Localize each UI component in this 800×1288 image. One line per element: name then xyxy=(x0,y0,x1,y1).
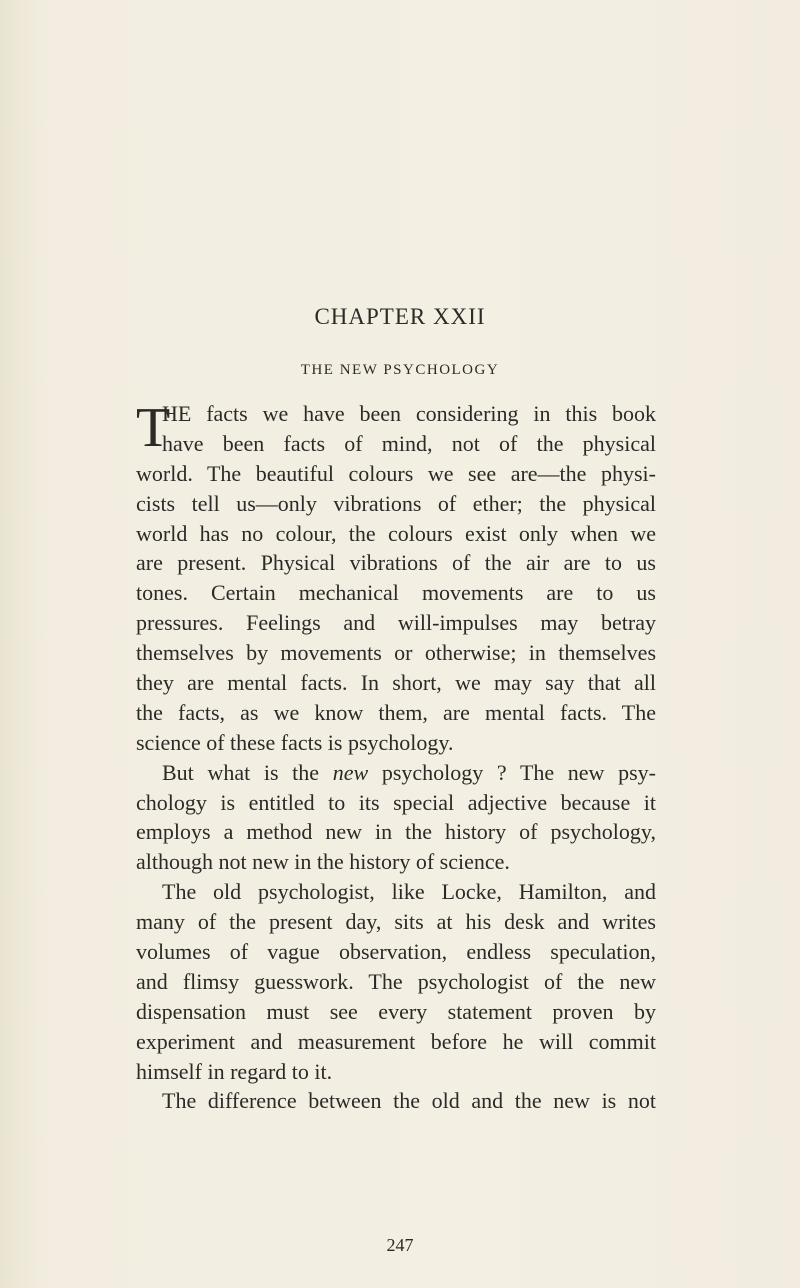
body-text xyxy=(136,399,656,1116)
drop-cap: T xyxy=(136,397,171,459)
text-line: tones. Certain mechanical movements are to us xyxy=(136,580,656,606)
text-line: cists tell us—only vibrations of ether; the physical xyxy=(136,490,656,516)
text-line: the facts, as we know them, are mental facts. The xyxy=(136,699,656,725)
text-line xyxy=(136,758,656,788)
first-paragraph-opening xyxy=(136,399,656,459)
text-line: themselves by movements or otherwise; in themselves xyxy=(136,640,656,666)
page-number: 247 xyxy=(386,1235,414,1255)
text-line: world has no colour, the colours exist only when we xyxy=(136,520,656,546)
text-line: employs a method new in the history of psychology, xyxy=(136,819,656,845)
text-fragment: psychology ? The new psy- xyxy=(381,759,656,785)
text-line: they are mental facts. In short, we may say that all xyxy=(136,670,656,696)
text-line: chology is entitled to its special adjective because it xyxy=(136,789,656,815)
text-line: experiment and measurement before he will commit xyxy=(136,1028,656,1054)
text-line: have been facts of mind, not of the physical xyxy=(162,430,656,456)
text-line: world. The beautiful colours we see are—the physi- xyxy=(136,460,656,486)
text-line: himself in regard to it. xyxy=(136,1058,333,1084)
chapter-title: CHAPTER XXII xyxy=(314,304,486,329)
italic-word: new xyxy=(332,759,369,785)
text-line: are present. Physical vibrations of the air are to us xyxy=(136,550,656,576)
text-line: dispensation must see every statement proven by xyxy=(136,998,656,1024)
text-line: The old psychologist, like Locke, Hamilton, and xyxy=(162,879,656,905)
text-line: The difference between the old and the new is not xyxy=(162,1088,656,1114)
text-line: and flimsy guesswork. The psychologist of the new xyxy=(136,968,656,994)
text-line: many of the present day, sits at his desk and writes xyxy=(136,909,656,935)
text-line: science of these facts is psychology. xyxy=(136,729,454,755)
text-line: volumes of vague observation, endless speculation, xyxy=(136,939,656,965)
text-line: pressures. Feelings and will-impulses may betray xyxy=(136,610,656,636)
chapter-subtitle: THE NEW PSYCHOLOGY xyxy=(300,362,500,378)
text-fragment: But what is the xyxy=(162,759,320,785)
text-line: although not new in the history of science. xyxy=(136,849,510,875)
text-line: HE facts we have been considering in this book xyxy=(162,401,656,426)
